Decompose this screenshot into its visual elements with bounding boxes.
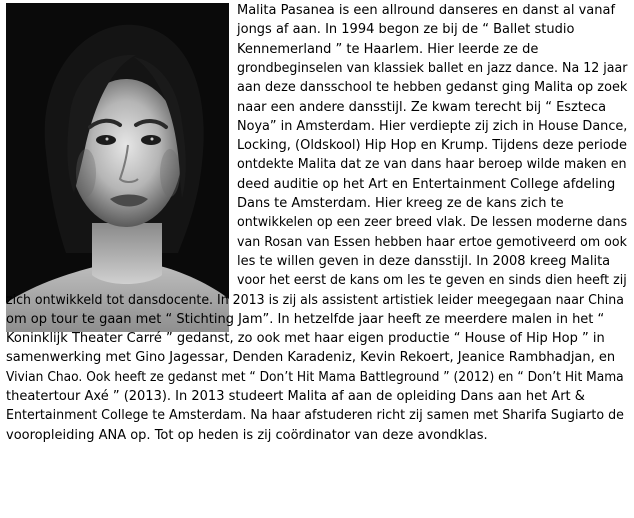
bio-text-line: jongs af aan. In 1994 begon ze bij de “ Ballet studio [237, 22, 575, 38]
bio-text-line: Malita Pasanea is een allround danseres en danst al vanaf [237, 3, 616, 18]
bio-text-line: om op tour te gaan met “ Stichting Jam”. In hetzelfde jaar heeft ze meerdere malen in het “ [6, 311, 605, 327]
bio-text-line: ontwikkelen op een zeer breed vlak. De lessen moderne dans [237, 215, 628, 231]
bio-text-line: Entertainment College te Amsterdam. Na haar afstuderen richt zij samen met Sharifa Sugiarto de [6, 408, 624, 424]
bio-text-line: van Rosan van Essen hebben haar ertoe gemotiveerd om ook [237, 234, 627, 250]
bio-text-line: Koninklijk Theater Carré ” gedanst, zo ook met haar eigen productie “ House of Hip Hop ” in [6, 331, 605, 347]
bio-text-line: Locking, (Oldskool) Hip Hop en Krump. Tijdens deze periode [237, 138, 628, 154]
bio-text-line: naar een andere dansstijl. Ze kwam terecht bij “ Eszteca [237, 99, 607, 115]
bio-text-line: Noya” in Amsterdam. Hier verdiepte zij zich in House Dance, [237, 118, 628, 134]
bio-text-line: samenwerking met Gino Jagessar, Denden Karadeniz, Kevin Rekoert, Jeanice Rambhadjan, en [6, 350, 616, 366]
bio-text-line: Kennemerland ” te Haarlem. Hier leerde ze de [237, 41, 539, 57]
bio-text-line: aan deze dansschool te hebben gedanst ging Malita op zoek [237, 80, 628, 96]
bio-text-line: ontdekte Malita dat ze van dans haar beroep wilde maken en [237, 157, 627, 173]
bio-text-line: les te willen geven in deze dansstijl. In 2008 kreeg Malita [237, 253, 611, 269]
bio-text-line: zich ontwikkeld tot dansdocente. In 2013 is zij als assistent artistiek leider meegegaan naar China [6, 292, 624, 308]
bio-text-line: grondbeginselen van klassiek ballet en jazz dance. Na 12 jaar [237, 60, 628, 76]
bio-text-line: theatertour Axé ” (2013). In 2013 studeert Malita af aan de opleiding Dans aan het Art & [6, 389, 585, 404]
bio-text-line: voor het eerst de kans om les te geven en sinds dien heeft zij [237, 273, 627, 289]
bio-text-line: vooropleiding ANA op. Tot op heden is zij coördinator van deze avondklas. [6, 427, 488, 443]
bio-text-line: deed auditie op het Art en Entertainment College afdeling [237, 176, 616, 192]
bio-text-line: Vivian Chao. Ook heeft ze gedanst met “ Don’t Hit Mama Battleground ” (2012) en “ Don’t Hit Mama [6, 369, 624, 385]
bio-text-line: Dans te Amsterdam. Hier kreeg ze de kans zich te [237, 196, 564, 211]
portrait-photo [6, 3, 229, 332]
portrait-illustration [6, 3, 229, 332]
